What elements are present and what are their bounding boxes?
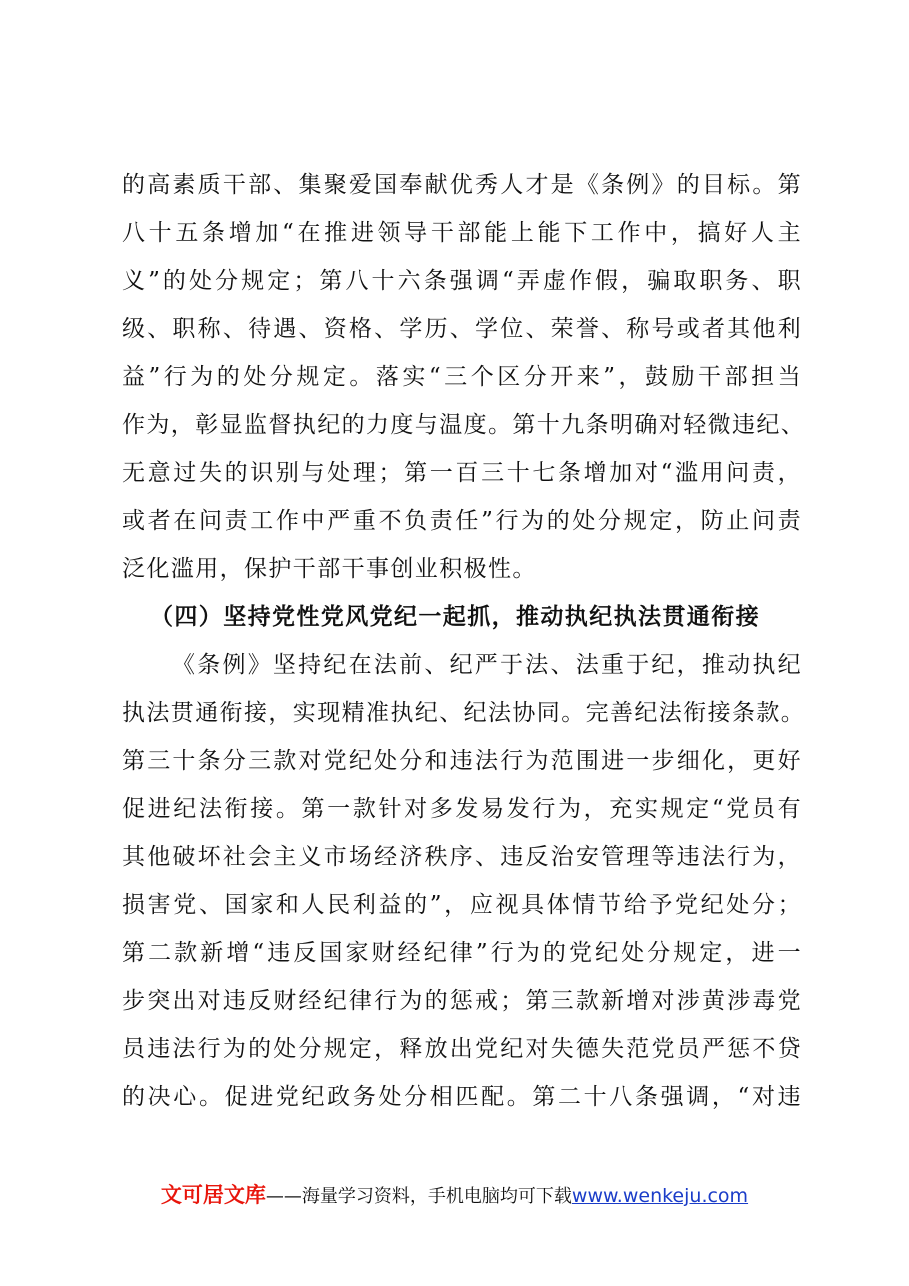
text-line: 第二款新增“违反国家财经纪律”行为的党纪处分规定，进一 [122,940,802,966]
text-line: 《条例》坚持纪在法前、纪严于法、法重于纪，推动执纪 [172,652,802,678]
text-line: 的高素质干部、集聚爱国奉献优秀人才是《条例》的目标。第 [122,172,802,198]
text-line: 促进纪法衔接。第一款针对多发易发行为，充实规定“党员有 [122,796,802,822]
text-line: 义”的处分规定；第八十六条强调“弄虚作假，骗取职务、职 [122,268,802,294]
text-line: 其他破坏社会主义市场经济秩序、违反治安管理等违法行为， [122,844,802,870]
footer-description: ——海量学习资料，手机电脑均可下载 [265,1186,572,1207]
text-line: 的决心。促进党纪政务处分相匹配。第二十八条强调，“对违 [122,1084,802,1110]
text-line: 损害党、国家和人民利益的”，应视具体情节给予党纪处分； [122,892,802,918]
text-line: 第三十条分三款对党纪处分和违法行为范围进一步细化，更好 [122,748,802,774]
text-line: 员违法行为的处分规定，释放出党纪对失德失范党员严惩不贷 [122,1036,802,1062]
text-line: 级、职称、待遇、资格、学历、学位、荣誉、称号或者其他利 [122,316,802,342]
text-line: 执法贯通衔接，实现精准执纪、纪法协同。完善纪法衔接条款。 [122,700,806,726]
footer-brand: 文可居文库 [160,1183,266,1207]
text-line: 或者在问责工作中严重不负责任”行为的处分规定，防止问责 [122,508,802,534]
text-line: 八十五条增加“在推进领导干部能上能下工作中，搞好人主 [122,220,802,246]
text-line: 无意过失的识别与处理；第一百三十七条增加对“滥用问责， [122,460,802,486]
text-line: 益”行为的处分规定。落实“三个区分开来”，鼓励干部担当 [122,364,802,390]
text-line: 步突出对违反财经纪律行为的惩戒；第三款新增对涉黄涉毒党 [122,988,802,1014]
footer-banner [0,1182,909,1210]
text-line: 作为，彰显监督执纪的力度与温度。第十九条明确对轻微违纪、 [122,412,806,438]
footer-link[interactable]: www.wenkeju.com [571,1185,749,1207]
section-heading: （四）坚持党性党风党纪一起抓，推动执纪执法贯通衔接 [150,603,760,630]
text-line: 泛化滥用，保护干部干事创业积极性。 [122,556,537,582]
